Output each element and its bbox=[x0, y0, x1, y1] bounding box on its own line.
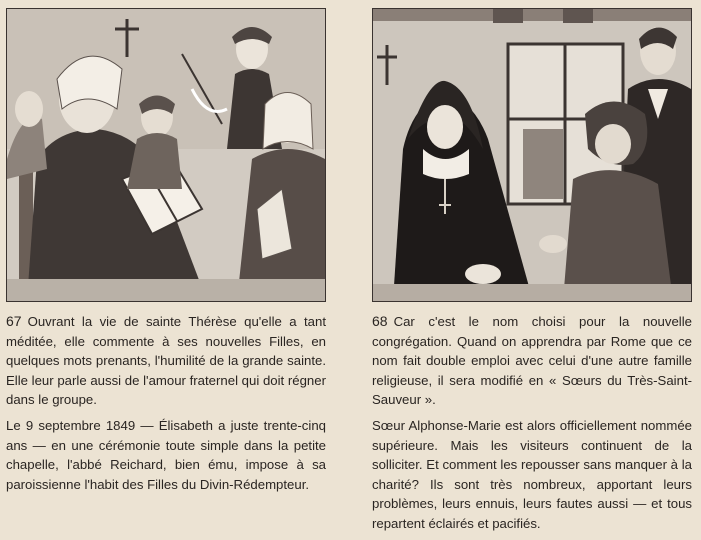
caption-paragraph: 68 Car c'est le nom choisi pour la nouvelle congrégation. Quand on apprendra par Rome que ce nom fait double emploi avec celui d'une autre famille religieuse, il sera modifié en « Sœurs du Très-Saint-Sauveur ». bbox=[372, 313, 692, 408]
caption-67 bbox=[6, 312, 326, 494]
panel-number: 67 bbox=[6, 313, 22, 329]
illustration-women-reading bbox=[6, 8, 326, 302]
caption-paragraph: Sœur Alphonse-Marie est alors officiellement nommée supérieure. Mais les visiteurs continuent de la solliciter. Et comment les repousser sans manquer à la charité? Ils sont très nombreux, apportant leurs problèmes, leurs ennuis, leurs fautes aussi — et tous repartent éclairés et pacifiés. bbox=[372, 417, 692, 531]
caption-68 bbox=[372, 312, 692, 534]
panel-68 bbox=[372, 8, 692, 540]
illustration-nun-visitors bbox=[372, 8, 692, 302]
panel-number: 68 bbox=[372, 313, 388, 329]
caption-paragraph: 67 Ouvrant la vie de sainte Thérèse qu'elle a tant méditée, elle commente à ses nouvelles Filles, en quelques mots prenants, l'humilité de la grande sainte. Elle leur parle aussi de l'amour fraternel qui doit régner dans le groupe. bbox=[6, 313, 326, 408]
panel-67 bbox=[6, 8, 326, 500]
caption-paragraph: Le 9 septembre 1849 — Élisabeth a juste trente-cinq ans — en une cérémonie toute simple dans la petite chapelle, l'abbé Reichard, bien ému, impose à sa paroissienne l'habit des Filles du Divin-Rédempteur. bbox=[6, 417, 326, 492]
